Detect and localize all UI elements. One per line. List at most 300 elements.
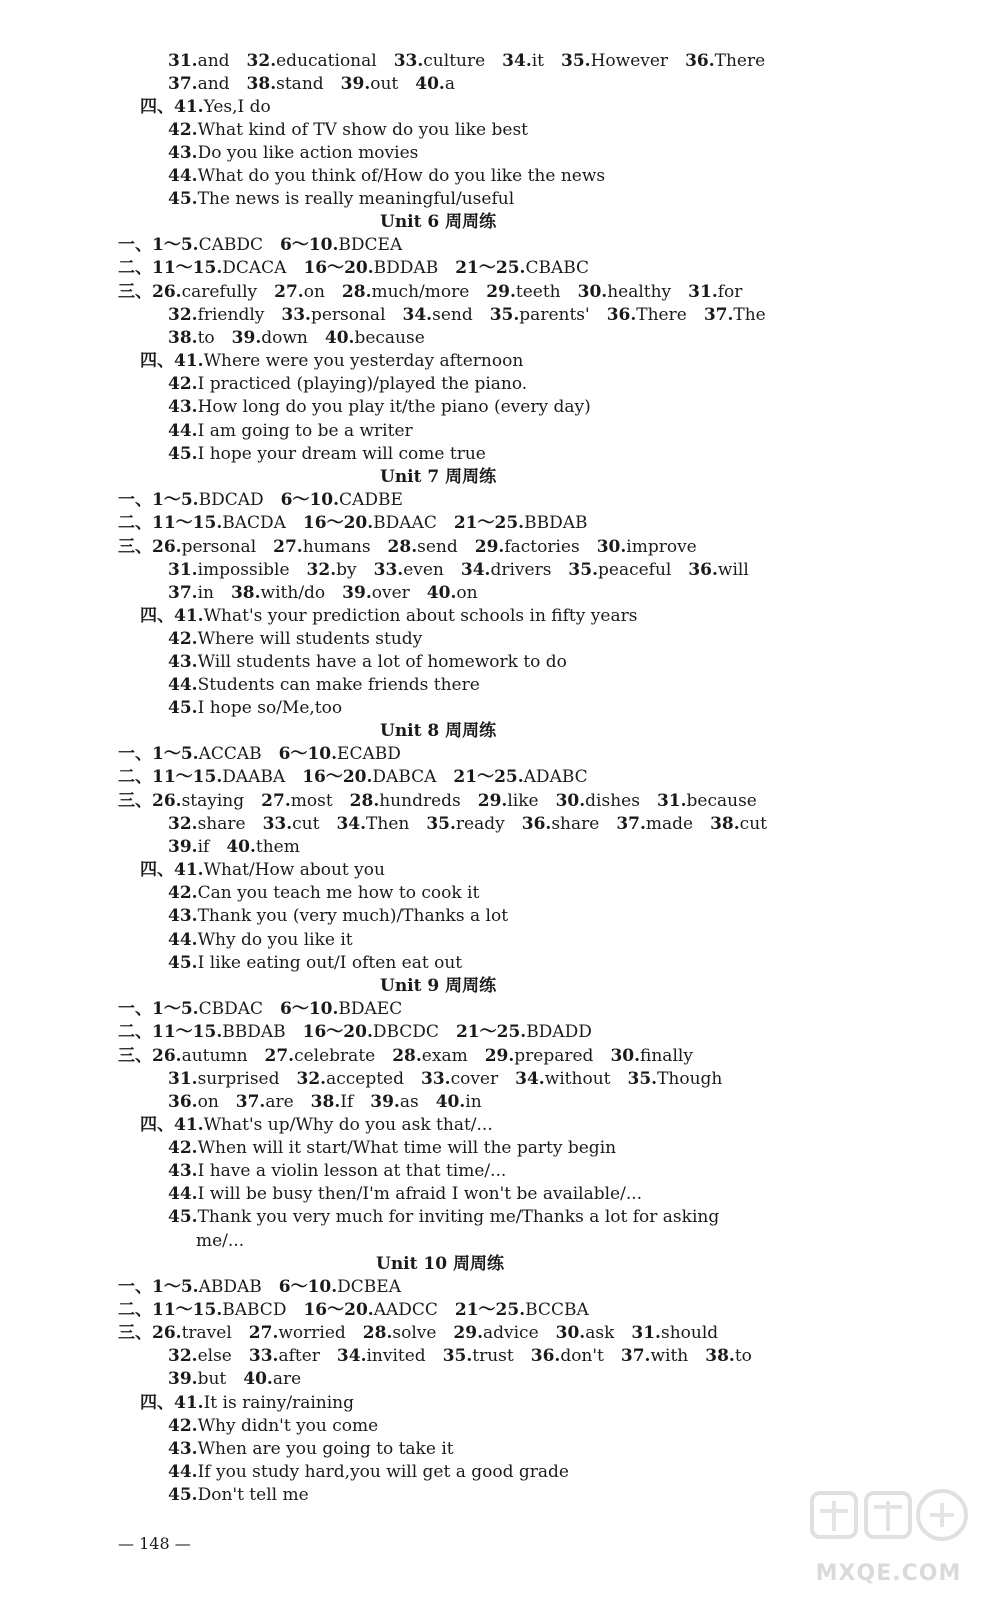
answer-line xyxy=(168,628,422,651)
answer-text: DBCDC xyxy=(372,1022,439,1042)
item-number: 36. xyxy=(606,305,637,325)
answer-line xyxy=(140,605,637,628)
item-number: 一、1～5. xyxy=(118,490,199,510)
answer-line xyxy=(118,790,757,813)
item-number: 四、41. xyxy=(140,860,204,880)
answer-text: However xyxy=(590,51,669,71)
item-number: 6～10. xyxy=(278,1277,338,1297)
unit-heading: Unit 9 周周练 xyxy=(380,976,497,996)
answer-text: If you study hard,you will get a good grade xyxy=(197,1462,569,1482)
answer-line xyxy=(168,373,527,396)
item-number: 21～25. xyxy=(455,258,526,278)
answer-text: ask xyxy=(585,1323,615,1343)
item-number: 44. xyxy=(168,166,198,186)
answer-line xyxy=(168,905,508,928)
answer-line xyxy=(168,396,591,419)
unit-heading: Unit 10 周周练 xyxy=(376,1254,504,1274)
answer-text: are xyxy=(265,1092,294,1112)
answer-text: DCBEA xyxy=(337,1277,401,1297)
answer-text: finally xyxy=(640,1046,693,1066)
answer-line xyxy=(168,119,528,142)
item-number: 35. xyxy=(489,305,520,325)
item-number: 34. xyxy=(460,560,491,580)
item-number: 21～25. xyxy=(455,1022,527,1042)
answer-line xyxy=(168,1438,454,1461)
answer-text: DAABA xyxy=(222,767,286,787)
item-number: 21～25. xyxy=(454,1300,526,1320)
answer-text: in xyxy=(465,1092,482,1112)
answer-line xyxy=(118,1045,693,1068)
item-number: 28. xyxy=(349,791,380,811)
answer-text: in xyxy=(197,583,214,603)
item-number: 34. xyxy=(515,1069,545,1089)
answer-line xyxy=(168,1415,378,1438)
answer-text: CABDC xyxy=(198,235,263,255)
item-number: 31. xyxy=(688,282,718,302)
item-number: 40. xyxy=(243,1369,273,1389)
item-number: 43. xyxy=(168,1439,198,1459)
answer-line xyxy=(118,489,403,512)
item-number: 33. xyxy=(281,305,311,325)
answer-text: with xyxy=(650,1346,689,1366)
item-number: 32. xyxy=(168,1346,198,1366)
answer-text: even xyxy=(403,560,444,580)
answer-line xyxy=(118,512,587,535)
answer-line xyxy=(118,766,588,789)
answer-text: Though xyxy=(657,1069,723,1089)
answer-text: peaceful xyxy=(598,560,672,580)
answer-text: worried xyxy=(278,1323,346,1343)
answer-text: I am going to be a writer xyxy=(197,421,413,441)
answer-line xyxy=(168,559,749,582)
answer-text: Can you teach me how to cook it xyxy=(197,883,480,903)
item-number: 35. xyxy=(442,1346,473,1366)
answer-line xyxy=(168,1368,301,1391)
answer-text: There xyxy=(714,51,766,71)
item-number: 28. xyxy=(387,537,418,557)
answer-text: share xyxy=(551,814,600,834)
answer-text: AADCC xyxy=(373,1300,438,1320)
answer-text: me/... xyxy=(196,1231,245,1251)
answer-text: BCCBA xyxy=(525,1300,589,1320)
item-number: 37. xyxy=(620,1346,651,1366)
item-number: 29. xyxy=(453,1323,483,1343)
answer-text: Why do you like it xyxy=(197,930,353,950)
item-number: 40. xyxy=(324,328,355,348)
answer-text: BDCAD xyxy=(198,490,264,510)
item-number: 34. xyxy=(402,305,433,325)
answer-text: Thank you (very much)/Thanks a lot xyxy=(197,906,509,926)
item-number: 33. xyxy=(248,1346,279,1366)
answer-text: Then xyxy=(366,814,410,834)
item-number: 43. xyxy=(168,906,198,926)
item-number: 45. xyxy=(168,953,198,973)
item-number: 44. xyxy=(168,675,198,695)
item-number: 6～10. xyxy=(278,744,338,764)
answer-text: educational xyxy=(276,51,377,71)
item-number: 36. xyxy=(168,1092,198,1112)
answer-text: to xyxy=(734,1346,752,1366)
answer-line xyxy=(168,304,766,327)
answer-line xyxy=(168,882,479,905)
item-number: 36. xyxy=(688,560,718,580)
item-number: 四、41. xyxy=(140,351,204,371)
item-number: 27. xyxy=(274,282,304,302)
item-number: 27. xyxy=(261,791,291,811)
answer-text: CBDAC xyxy=(198,999,263,1019)
item-number: 38. xyxy=(246,74,277,94)
item-number: 42. xyxy=(168,1138,198,1158)
answer-text: send xyxy=(432,305,473,325)
answer-text: prepared xyxy=(514,1046,594,1066)
answer-text: should xyxy=(660,1323,719,1343)
unit-heading: Unit 8 周周练 xyxy=(380,721,497,741)
item-number: 39. xyxy=(231,328,262,348)
item-number: 37. xyxy=(235,1092,266,1112)
answer-text: most xyxy=(290,791,333,811)
item-number: 28. xyxy=(362,1323,393,1343)
answer-text: parents' xyxy=(519,305,590,325)
item-number: 31. xyxy=(168,1069,198,1089)
answer-text: made xyxy=(645,814,694,834)
item-number: 32. xyxy=(306,560,337,580)
answer-line xyxy=(168,1206,719,1229)
item-number: 37. xyxy=(703,305,734,325)
item-number: 42. xyxy=(168,120,198,140)
answer-text: by xyxy=(336,560,357,580)
item-number: 33. xyxy=(262,814,293,834)
answer-line xyxy=(168,443,486,466)
answer-line xyxy=(140,1392,354,1415)
item-number: 40. xyxy=(426,583,457,603)
item-number: 45. xyxy=(168,1485,198,1505)
answer-text: CBABC xyxy=(525,258,590,278)
answer-text: dishes xyxy=(585,791,640,811)
answer-text: down xyxy=(261,328,308,348)
answer-text: invited xyxy=(366,1346,426,1366)
answer-text: factories xyxy=(504,537,580,557)
answer-text: If xyxy=(340,1092,354,1112)
item-number: 二、11～15. xyxy=(118,1022,223,1042)
item-number: 37. xyxy=(168,583,198,603)
answer-line xyxy=(118,743,401,766)
item-number: 42. xyxy=(168,374,198,394)
watermark-icon xyxy=(806,1483,971,1563)
answer-text: BDADD xyxy=(526,1022,592,1042)
answer-line xyxy=(118,234,402,257)
item-number: 16～20. xyxy=(303,1300,374,1320)
answer-text: When are you going to take it xyxy=(197,1439,454,1459)
item-number: 34. xyxy=(336,1346,367,1366)
item-number: 30. xyxy=(610,1046,641,1066)
answer-text: Where will students study xyxy=(197,629,423,649)
answer-text: and xyxy=(197,74,230,94)
answer-text: BACDA xyxy=(222,513,286,533)
answer-line xyxy=(118,1276,401,1299)
item-number: 40. xyxy=(226,837,256,857)
item-number: 29. xyxy=(484,1046,515,1066)
item-number: 16～20. xyxy=(303,258,374,278)
answer-line xyxy=(118,1299,589,1322)
item-number: 31. xyxy=(656,791,687,811)
answer-text: it xyxy=(531,51,545,71)
item-number: 38. xyxy=(710,814,740,834)
item-number: 二、11～15. xyxy=(118,258,223,278)
item-number: 27. xyxy=(248,1323,279,1343)
answer-text: autumn xyxy=(181,1046,248,1066)
answer-text: DABCA xyxy=(372,767,437,787)
answer-text: teeth xyxy=(515,282,561,302)
item-number: 43. xyxy=(168,143,198,163)
answer-text: because xyxy=(354,328,425,348)
answer-line xyxy=(168,327,425,350)
item-number: 29. xyxy=(477,791,508,811)
item-number: 四、41. xyxy=(140,1115,204,1135)
item-number: 39. xyxy=(370,1092,400,1112)
answer-text: as xyxy=(399,1092,419,1112)
item-number: 27. xyxy=(273,537,303,557)
item-number: 40. xyxy=(435,1092,466,1112)
answer-text: Why didn't you come xyxy=(197,1416,379,1436)
answer-line xyxy=(140,859,385,882)
item-number: 29. xyxy=(474,537,505,557)
answer-text: What's up/Why do you ask that/... xyxy=(203,1115,493,1135)
item-number: 32. xyxy=(168,305,198,325)
item-number: 35. xyxy=(627,1069,658,1089)
answer-text: cover xyxy=(450,1069,499,1089)
answer-text: There xyxy=(636,305,687,325)
answer-text: What/How about you xyxy=(203,860,385,880)
item-number: 一、1～5. xyxy=(118,1277,199,1297)
item-number: 34. xyxy=(336,814,367,834)
item-number: 39. xyxy=(168,837,198,857)
item-number: 31. xyxy=(168,51,198,71)
answer-text: When will it start/What time will the party begin xyxy=(197,1138,617,1158)
item-number: 16～20. xyxy=(302,513,374,533)
answer-text: BDCEA xyxy=(338,235,403,255)
answer-text: solve xyxy=(392,1323,437,1343)
item-number: 35. xyxy=(561,51,591,71)
item-number: 43. xyxy=(168,397,198,417)
item-number: 36. xyxy=(530,1346,561,1366)
item-number: 40. xyxy=(415,74,445,94)
item-number: 33. xyxy=(373,560,404,580)
answer-text: else xyxy=(197,1346,232,1366)
item-number: 16～20. xyxy=(302,1022,373,1042)
answer-line xyxy=(168,188,514,211)
answer-text: I practiced (playing)/played the piano. xyxy=(197,374,528,394)
answer-text: exam xyxy=(421,1046,468,1066)
item-number: 32. xyxy=(296,1069,327,1089)
answer-line xyxy=(168,1137,616,1160)
answer-text: It is rainy/raining xyxy=(203,1393,354,1413)
answer-text: surprised xyxy=(197,1069,280,1089)
answer-text: humans xyxy=(302,537,371,557)
answer-line xyxy=(168,674,480,697)
answer-text: The news is really meaningful/useful xyxy=(197,189,515,209)
answer-line xyxy=(168,952,462,975)
answer-line xyxy=(168,420,413,443)
item-number: 33. xyxy=(420,1069,451,1089)
answer-text: if xyxy=(197,837,210,857)
answer-line xyxy=(168,73,455,96)
item-number: 三、26. xyxy=(118,1046,182,1066)
item-number: 一、1～5. xyxy=(118,999,199,1019)
item-number: 38. xyxy=(310,1092,341,1112)
item-number: 32. xyxy=(168,814,198,834)
item-number: 36. xyxy=(521,814,552,834)
item-number: 44. xyxy=(168,1462,198,1482)
item-number: 43. xyxy=(168,652,198,672)
item-number: 38. xyxy=(230,583,261,603)
item-number: 6～10. xyxy=(280,999,339,1019)
answer-text: but xyxy=(197,1369,227,1389)
answer-text: BDAAC xyxy=(373,513,437,533)
watermark-logo xyxy=(806,1483,971,1595)
item-number: 6～10. xyxy=(280,490,340,510)
item-number: 30. xyxy=(596,537,627,557)
answer-text: for xyxy=(717,282,743,302)
answer-line xyxy=(140,350,523,373)
answer-text: travel xyxy=(181,1323,232,1343)
answer-line xyxy=(168,929,353,952)
answer-text: will xyxy=(717,560,749,580)
answer-line xyxy=(196,1230,244,1253)
answer-text: Where were you yesterday afternoon xyxy=(203,351,524,371)
answer-text: don't xyxy=(560,1346,604,1366)
item-number: 30. xyxy=(577,282,608,302)
item-number: 21～25. xyxy=(453,513,525,533)
answer-text: I have a violin lesson at that time/... xyxy=(197,1161,507,1181)
answer-text: because xyxy=(686,791,757,811)
answer-line xyxy=(168,697,342,720)
answer-text: without xyxy=(544,1069,611,1089)
item-number: 45. xyxy=(168,698,198,718)
answer-text: BDDAB xyxy=(373,258,439,278)
answer-text: share xyxy=(197,814,246,834)
answer-text: culture xyxy=(423,51,486,71)
item-number: 三、26. xyxy=(118,282,182,302)
answer-text: ready xyxy=(455,814,505,834)
answer-text: What kind of TV show do you like best xyxy=(197,120,529,140)
answer-text: with/do xyxy=(260,583,326,603)
item-number: 四、41. xyxy=(140,97,204,117)
item-number: 29. xyxy=(486,282,516,302)
answer-text: personal xyxy=(181,537,257,557)
answer-line xyxy=(168,1484,309,1507)
answer-text: accepted xyxy=(326,1069,404,1089)
item-number: 33. xyxy=(393,51,424,71)
answer-text: CADBE xyxy=(339,490,403,510)
answer-text: Will students have a lot of homework to do xyxy=(197,652,567,672)
answer-text: cut xyxy=(739,814,767,834)
answer-line xyxy=(118,998,402,1021)
answer-text: cut xyxy=(292,814,320,834)
item-number: 45. xyxy=(168,444,198,464)
answer-text: How long do you play it/the piano (every day) xyxy=(197,397,591,417)
answer-text: are xyxy=(272,1369,302,1389)
item-number: 34. xyxy=(502,51,532,71)
answer-text: over xyxy=(371,583,410,603)
answer-text: BBDAB xyxy=(222,1022,286,1042)
item-number: 37. xyxy=(616,814,646,834)
answer-line xyxy=(118,257,589,280)
answer-text: I will be busy then/I'm afraid I won't be available/... xyxy=(197,1184,643,1204)
item-number: 28. xyxy=(341,282,372,302)
item-number: 38. xyxy=(168,328,198,348)
item-number: 三、26. xyxy=(118,1323,182,1343)
answer-text: ACCAB xyxy=(198,744,262,764)
item-number: 42. xyxy=(168,1416,198,1436)
answer-text: like xyxy=(507,791,539,811)
answer-line xyxy=(118,281,742,304)
item-number: 30. xyxy=(555,1323,586,1343)
answer-line xyxy=(168,1068,722,1091)
item-number: 44. xyxy=(168,421,198,441)
answer-text: impossible xyxy=(197,560,290,580)
answer-text: out xyxy=(370,74,399,94)
item-number: 21～25. xyxy=(453,767,524,787)
item-number: 31. xyxy=(631,1323,661,1343)
answer-text: What's your prediction about schools in fifty years xyxy=(203,606,638,626)
item-number: 45. xyxy=(168,1207,198,1227)
answer-text: Students can make friends there xyxy=(197,675,480,695)
answer-text: I hope your dream will come true xyxy=(197,444,486,464)
item-number: 32. xyxy=(246,51,277,71)
answer-line xyxy=(168,165,605,188)
answer-line xyxy=(118,1322,718,1345)
item-number: 35. xyxy=(426,814,456,834)
answer-text: BDAEC xyxy=(338,999,403,1019)
answer-text: personal xyxy=(310,305,386,325)
item-number: 44. xyxy=(168,1184,198,1204)
answer-line xyxy=(140,96,271,119)
item-number: 三、26. xyxy=(118,537,182,557)
item-number: 27. xyxy=(264,1046,295,1066)
answer-text: on xyxy=(456,583,478,603)
answer-line xyxy=(118,1021,592,1044)
answer-line xyxy=(168,813,767,836)
answer-text: healthy xyxy=(607,282,672,302)
answer-text: a xyxy=(444,74,455,94)
item-number: 二、11～15. xyxy=(118,767,223,787)
answer-text: after xyxy=(278,1346,320,1366)
answer-text: send xyxy=(417,537,458,557)
answer-text: The xyxy=(733,305,766,325)
answer-text: BBDAB xyxy=(524,513,588,533)
answer-line xyxy=(168,1160,506,1183)
answer-text: staying xyxy=(181,791,245,811)
answer-text: celebrate xyxy=(294,1046,376,1066)
item-number: 二、11～15. xyxy=(118,1300,223,1320)
answer-line xyxy=(168,1183,642,1206)
item-number: 39. xyxy=(340,74,371,94)
item-number: 43. xyxy=(168,1161,198,1181)
item-number: 30. xyxy=(555,791,586,811)
item-number: 6～10. xyxy=(280,235,339,255)
item-number: 37. xyxy=(168,74,198,94)
answer-line xyxy=(168,651,567,674)
item-number: 36. xyxy=(685,51,715,71)
item-number: 四、41. xyxy=(140,1393,204,1413)
item-number: 三、26. xyxy=(118,791,182,811)
answer-line xyxy=(168,1461,569,1484)
answer-line xyxy=(168,50,765,73)
answer-text: to xyxy=(197,328,215,348)
item-number: 31. xyxy=(168,560,198,580)
answer-text: advice xyxy=(483,1323,539,1343)
item-number: 一、1～5. xyxy=(118,235,199,255)
